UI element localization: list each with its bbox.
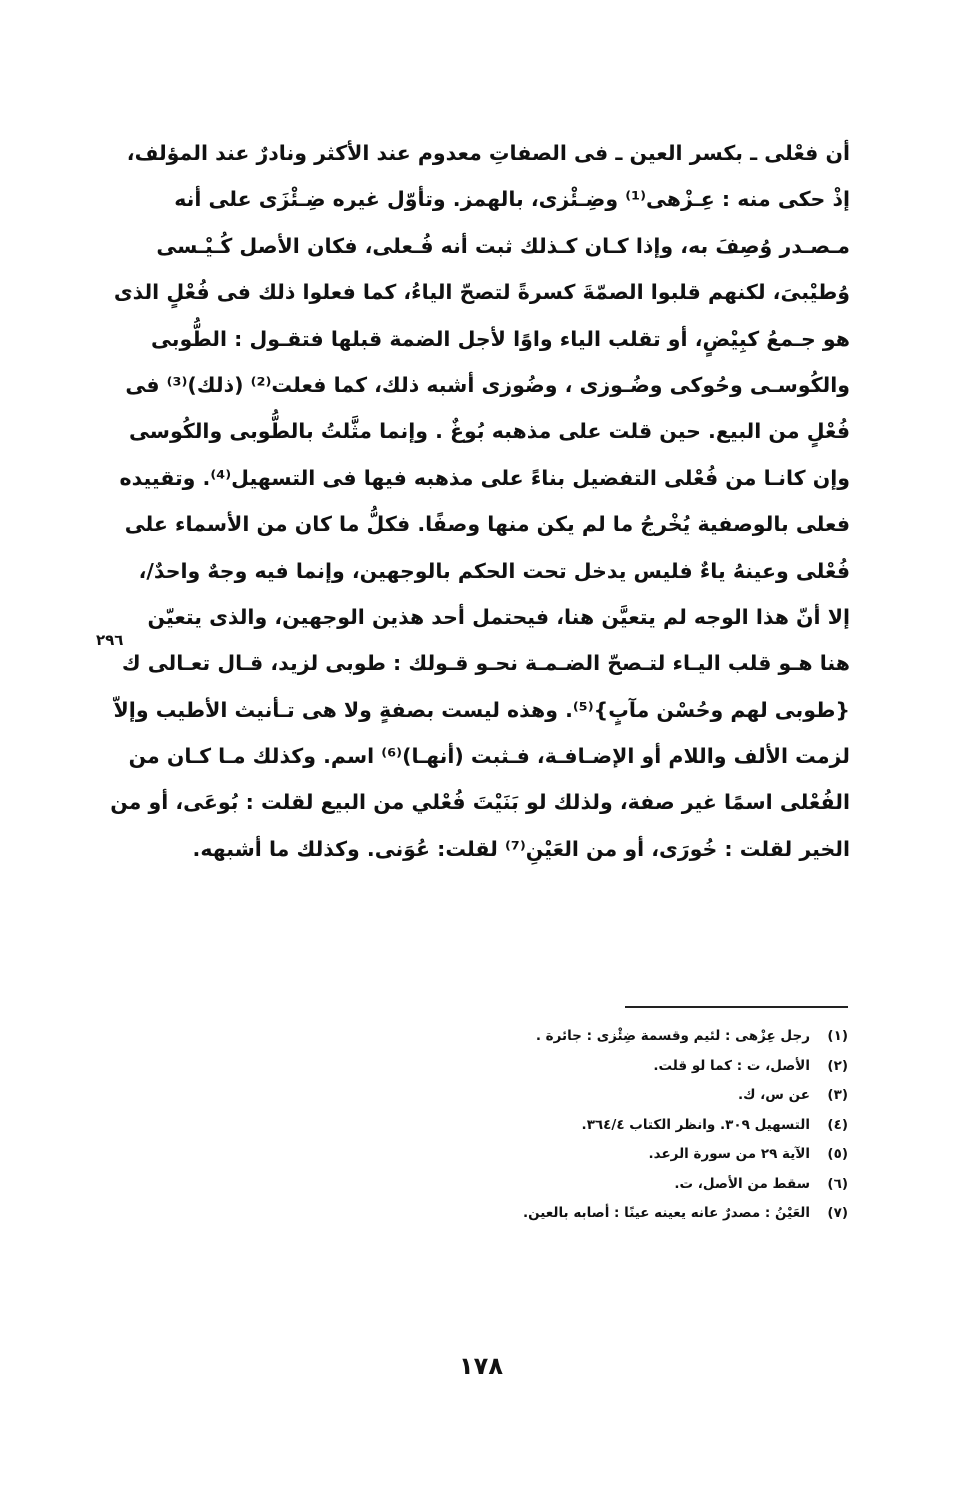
footnote [300,1081,848,1111]
footnote [300,1022,848,1052]
text-line: أن فعْلى ـ بكسر العين ـ فى الصفاتِ معدوم عند الأكثر ونادرٌ عند المؤلف، [126,141,850,165]
text-line: الخير لقلت : خُورَى، أو من العَيْنِ⁽⁷⁾ لقلت: عُوَنى. وكذلك ما أشبهه. [192,836,850,861]
text-line: فعلى بالوصفية يُخْرجُ ما لم يكن منها وصفًا. فكلُّ ما كان من الأسماء على [124,512,850,537]
text-line: مـصـدر وُصِفَ به، وإذا كـان كـذلك ثبت أنه فُـعلى، فكان الأصل كُـيْـسى [156,233,850,258]
footnote-separator [625,1006,848,1008]
text-line: إذْ حكى منه : عِـزْهى⁽¹⁾ وضِـئْزى، بالهمز. وتأوّل غيره ضِـئْزَى على أنه [174,187,850,212]
footnotes [300,1022,848,1229]
footnote-text: الأصل، ت : كما لو قلت. [653,1057,810,1074]
footnote-number: (١) [827,1028,848,1044]
text-line: فُعْلٍ من البيع. حين قلت على مذهبه بُوغٌ . وإنما مثَّلتُ بالطُّوبى والكُوسى [129,419,850,444]
footnote-number: (٦) [827,1175,848,1192]
text-line: هو جـمعُ كبِيْضٍ، أو تقلب الياء واوًا لأجل الضمة قبلها فتقـول : الطُّوبى [151,326,850,351]
footnote-number: (٥) [827,1146,848,1162]
text-line: فُعْلى وعينهُ ياءٌ فليس يدخل تحت الحكم بالوجهين، وإنما فيه وجهٌ واحدٌ/، [138,558,850,583]
text-line: والكُوسـى وحُوكى وضُـوزى ، وضُوزى أشبه ذلك، كما فعلت⁽²⁾ (ذلك)⁽³⁾ فى [125,372,850,397]
footnote-text: سقط من الأصل، ت. [674,1175,810,1192]
text-line: هنا هـو قلب اليـاء لتـصحّ الضـمـة نحـو قـولك : طوبى لزيد، قـال تعـالى ك [121,651,850,676]
footnote [300,1140,848,1170]
footnote-number: (٣) [827,1087,848,1103]
footnote-number: (٢) [827,1057,848,1074]
footnote [300,1052,848,1082]
text-line: إلا أنّ هذا الوجه لم يتعيَّن هنا، فيحتمل أحد هذين الوجهين، والذى يتعيّن [147,604,850,629]
footnote-text: الآية ٢٩ من سورة الرعد. [648,1146,810,1162]
footnote-number: (٧) [827,1205,848,1221]
text-line: الفُعْلى اسمًا غير صفة، ولذلك لو بَنَيْتَ فُعْلي من البيع لقلت : بُوعَى، أو من [110,790,850,815]
footnote [300,1170,848,1200]
text-line: وإن كانـا من فُعْلى التفضيل بناءً على مذهبه فيها فى التسهيل⁽⁴⁾. وتقييده [119,465,850,490]
footnote-text: عن س، ك. [737,1087,810,1103]
footnote-text: رجل عِزْهى : لئيم وقسمة ضِئْزى : جائرة . [535,1028,810,1044]
text-line: لزمت الألف واللام أو الإضـافـة، فـثبت (أنهـا)⁽⁶⁾ اسم. وكذلك مـا كـان من [128,744,850,769]
manuscript-folio-number: ٢٩٦ [96,631,124,649]
footnote [300,1111,848,1141]
footnote-number: (٤) [827,1116,848,1133]
text-line: {طوبى لهم وحُسْن مآبٍ}⁽⁵⁾. وهذه ليست بصفةٍ ولا هى تـأنيث الأطيب وإلاّ [113,697,850,722]
footnote-text: التسهيل ٣٠٩. وانظر الكتاب ٣٦٤/٤. [581,1116,810,1133]
text-line: وُطيْبىَ، لكنهم قلبوا الصمّةَ كسرةً لتصحّ الياءُ، كما فعلوا ذلك فى فُعْلٍ الذى [113,280,850,305]
footnote-text: العَيْنُ : مصدرٌ عانه يعينه عينًا : أصابه بالعين. [523,1205,810,1221]
footnote [300,1199,848,1229]
page-number: ١٧٨ [459,1352,503,1380]
